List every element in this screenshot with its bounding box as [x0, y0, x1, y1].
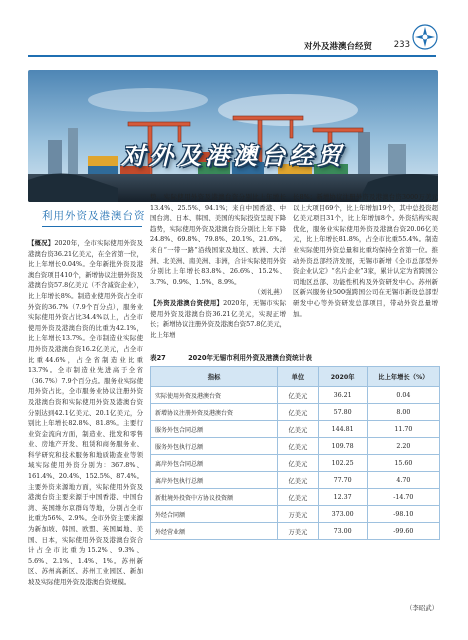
indicator-cell: 新批境外投资中方协议投资额	[151, 489, 278, 506]
paragraph-body: 长8%；新增协议注册外资及港澳台资3000万美元以上大项目69个，比上年增加19个，其中总投资超亿美元项目31个，比上年增加8个。外资结构实现优化，服务业实际使用外资及港澳台资20.06亿美元，比上年增长81.8%，占全市比重55.4%。制造业实际使用外资总量和比重均保持全省第一位。推动外资总部经济发展，无锡市新增《全市总部型外资企业认定》“名片企业”3家，累计认定为省跨国公司地区总部、功能性机构及外资研发中心。苏州新区新兴服务业500强跨国公司在无锡市新设总部型研发中心等外资研发总部项目，带动外资总量增加。	[293, 193, 438, 318]
value-cell: 109.78	[318, 438, 367, 455]
section-underline	[42, 226, 142, 227]
paragraph-body: 2020年，无锡市实际使用外资及港澳台资36.21亿美元，实现正增长；新增协议注册外资及港澳台资57.8亿美元，比上年增	[150, 298, 286, 339]
value-cell: 73.00	[318, 523, 367, 540]
table-title: 2020年无锡市利用外资及港澳台资统计表	[188, 354, 312, 362]
value-cell: 36.21	[318, 387, 367, 404]
paragraph-body: 2020年，全市实际使用外资及港澳台资36.21亿美元，在全省第一位，比上年增长0.04%。全年新批外资及港澳台资项目410个，新增协议注册外资及港澳台资57.8亿美元（不含减资企业），比上年增长8%。制造业使用外资占全市外资的36.7%（7.9个百分点），服务业实际使用外资占比34.4%以上，占全市使用外资及港澳台资的比重为42.1%，比上年增长13.7%。全市制造业实际使用外资及港澳台资16.2亿美元，占全市比重44.6%，占全省制造业比重13.7%。全市制造业先进高于全省（36.7%）7.9个百分点。服务业实际使用外资占比，全市服务业协议注册外资及港澳台资和实际使用外资及港澳台资分别达到42.1亿美元、20.1亿美元，分别比上年增长82.8%、81.8%。主要行业资金流向方面，制造业、批发和零售业、房地产开发、租赁和商务服务业、科学研究和技术服务和地质勘查业等领域实际使用外资分别为：367.8%、161.4%、20.4%、152.5%、87.4%。主要外资来源地方面，实际使用外资及港澳台资主要来源于中国香港、中国台湾、英国维尔京群岛等地，分别占全市比重为56%、2.9%。全市外资主要来源为新加坡、韩国、欧盟、英国属地、美国、日本，实际使用外资及港澳台资合计占全市比重为15.2%、9.3%、5.6%、2.1%、1.4%、1%。苏州新区、苏州高新区、苏州工业园区、新加坡及实际使用外资及港澳台资规模。	[28, 239, 144, 586]
unit-cell: 亿美元	[278, 472, 318, 489]
unit-cell: 亿美元	[278, 489, 318, 506]
page-number: 233	[393, 40, 410, 50]
indicator-cell: 外经合同额	[151, 506, 278, 523]
page-header	[0, 0, 468, 58]
author-credit: （刘礼燕）	[254, 288, 286, 297]
table-row	[151, 387, 440, 404]
statistics-table	[150, 366, 440, 540]
table-caption	[150, 352, 440, 362]
value-cell: 144.81	[318, 421, 367, 438]
unit-cell: 万美元	[278, 523, 318, 540]
growth-cell: 8.00	[367, 404, 439, 421]
column-header: 比上年增长（%）	[367, 367, 439, 387]
value-cell: 373.00	[318, 506, 367, 523]
growth-cell: 0.04	[367, 387, 439, 404]
table-source: （李昭武）	[406, 604, 438, 612]
chapter-banner	[28, 70, 438, 202]
growth-cell: 4.70	[367, 472, 439, 489]
paragraph-body: 势，实际使用外资及港澳台资分别比上年增长13.4%、25.5%、94.1%；来自中国香港、中国台湾、日本、韩国、美国的实际投资呈现下降趋势，实际使用外资及港澳台资分别比上年下降24.8%、69.8%、79.8%、20.1%、21.6%。来自“一带一路”沿线国家及地区、欧洲、大洋洲、北美洲、南美洲、非洲，合计实际使用外资分别比上年增长83.8%、26.6%、15.2%、3.7%、0.9%、1.5%、8.9%。	[150, 193, 286, 286]
table-row	[151, 404, 440, 421]
table-row	[151, 421, 440, 438]
paragraph-lead: 【概况】	[28, 239, 55, 247]
growth-cell: -98.10	[367, 506, 439, 523]
table-row	[151, 506, 440, 523]
section-heading: 利用外资及港澳台资	[42, 210, 146, 222]
column-header: 单位	[278, 367, 318, 387]
table-number: 表27	[150, 354, 166, 362]
unit-cell: 万美元	[278, 506, 318, 523]
indicator-cell: 服务外包执行总额	[151, 438, 278, 455]
table-row	[151, 489, 440, 506]
growth-cell: 2.20	[367, 438, 439, 455]
indicator-cell: 服务外包合同总额	[151, 421, 278, 438]
column-1	[28, 238, 143, 588]
value-cell: 57.80	[318, 404, 367, 421]
growth-cell: 15.60	[367, 455, 439, 472]
column-2	[150, 192, 286, 340]
unit-cell: 亿美元	[278, 404, 318, 421]
column-header: 2020年	[318, 367, 367, 387]
indicator-cell: 实际使用外资及港澳台资	[151, 387, 278, 404]
table-row	[151, 455, 440, 472]
header-rule	[28, 55, 436, 57]
unit-cell: 亿美元	[278, 438, 318, 455]
unit-cell: 亿美元	[278, 387, 318, 404]
value-cell: 12.37	[318, 489, 367, 506]
paragraph-lead: 【外资及港澳台资使用】	[150, 298, 224, 307]
table-row	[151, 472, 440, 489]
table-row	[151, 523, 440, 540]
chapter-title: 对外及港澳台经贸	[121, 141, 345, 170]
unit-cell: 亿美元	[278, 421, 318, 438]
growth-cell: 11.70	[367, 421, 439, 438]
value-cell: 77.70	[318, 472, 367, 489]
indicator-cell: 离岸外包执行总额	[151, 472, 278, 489]
growth-cell: -14.70	[367, 489, 439, 506]
growth-cell: -99.60	[367, 523, 439, 540]
value-cell: 102.25	[318, 455, 367, 472]
column-header: 指标	[151, 367, 278, 387]
indicator-cell: 离岸外包合同总额	[151, 455, 278, 472]
indicator-cell: 外经营业额	[151, 523, 278, 540]
column-3	[293, 192, 438, 319]
table-row	[151, 438, 440, 455]
indicator-cell: 新增协议注册外资及港澳台资	[151, 404, 278, 421]
running-head: 对外及港澳台经贸	[303, 42, 372, 52]
table-header-row	[151, 367, 440, 387]
unit-cell: 亿美元	[278, 455, 318, 472]
yearbook-logo-icon	[412, 24, 438, 50]
